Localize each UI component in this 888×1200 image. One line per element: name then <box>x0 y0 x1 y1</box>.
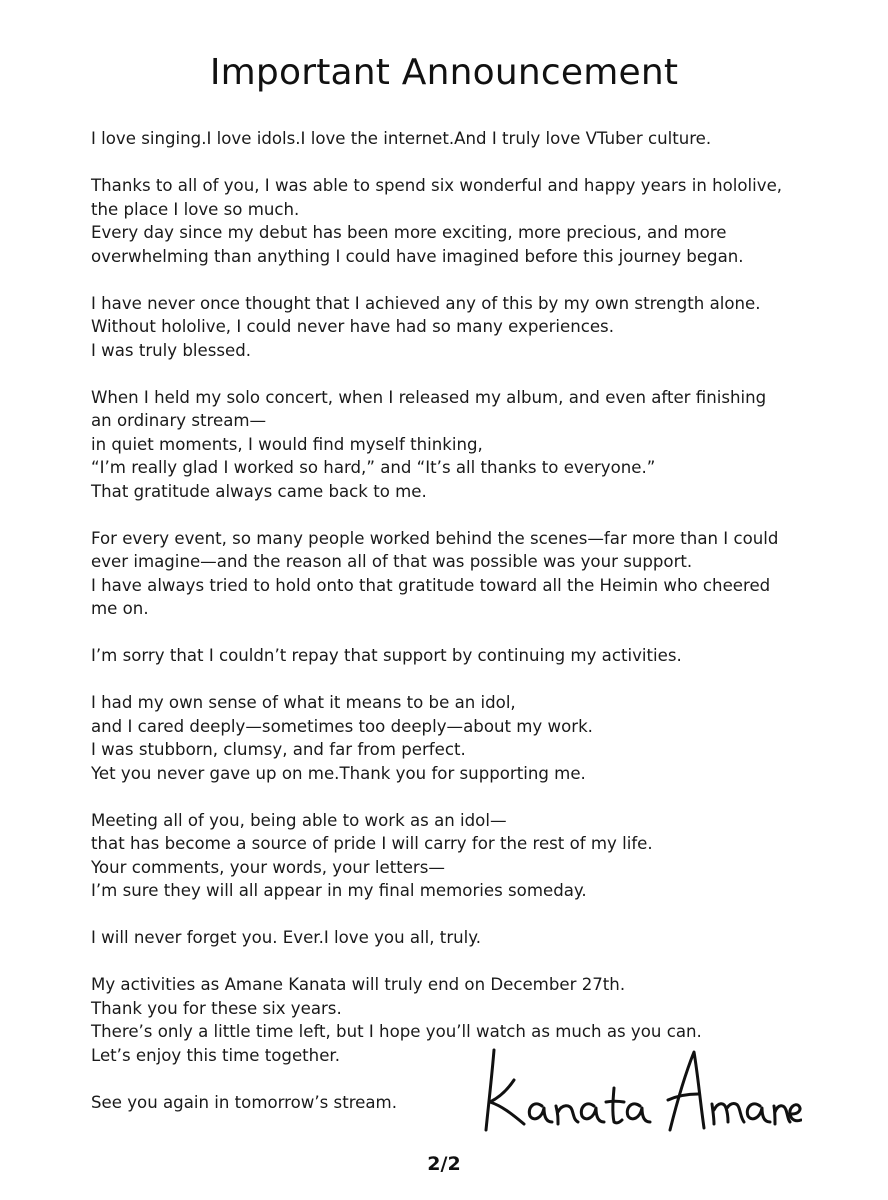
letter-line: That gratitude always came back to me. <box>91 481 427 501</box>
handwritten-signature <box>472 1040 802 1140</box>
letter-line: For every event, so many people worked behind the scenes—far more than I could <box>91 528 779 548</box>
letter-line: When I held my solo concert, when I released my album, and even after finishing <box>91 387 767 407</box>
letter-line: Every day since my debut has been more exciting, more precious, and more <box>91 223 727 242</box>
letter-line: I had my own sense of what it means to be an idol, <box>91 693 516 712</box>
letter-line: Let’s enjoy this time together. <box>91 1045 340 1065</box>
letter-line: overwhelming than anything I could have imagined before this journey began. <box>91 246 744 266</box>
letter-line: My activities as Amane Kanata will truly end on December 27th. <box>91 975 626 994</box>
paragraph-8 <box>91 809 821 903</box>
letter-body <box>91 127 821 1138</box>
letter-line: Your comments, your words, your letters— <box>91 857 445 877</box>
closing-line: See you again in tomorrow’s stream. <box>91 1092 397 1112</box>
letter-line: I have always tried to hold onto that gratitude toward all the Heimin who cheered <box>91 575 771 595</box>
letter-line: There’s only a little time left, but I hope you’ll watch as much as you can. <box>91 1022 702 1041</box>
letter-line: in quiet moments, I would find myself thinking, <box>91 434 483 454</box>
letter-line: an ordinary stream— <box>91 411 267 430</box>
letter-line: Thanks to all of you, I was able to spend six wonderful and happy years in hololive, <box>91 176 783 195</box>
letter-line: I love singing.I love idols.I love the internet.And I truly love VTuber culture. <box>91 129 712 148</box>
letter-line: I have never once thought that I achieved any of this by my own strength alone. <box>91 293 761 313</box>
letter-line: I’m sorry that I couldn’t repay that support by continuing my activities. <box>91 646 682 665</box>
page-number: 2/2 <box>427 1153 461 1175</box>
letter-line: Thank you for these six years. <box>91 998 342 1018</box>
letter-line: Meeting all of you, being able to work as an idol— <box>91 810 507 830</box>
letter-line: I was stubborn, clumsy, and far from perfect. <box>91 740 466 759</box>
paragraph-9 <box>91 926 821 950</box>
letter-line: “I’m really glad I worked so hard,” and “It’s all thanks to everyone.” <box>91 458 656 477</box>
paragraph-6 <box>91 644 821 668</box>
letter-line: I will never forget you. Ever.I love you all, truly. <box>91 928 481 947</box>
letter-line: I was truly blessed. <box>91 340 252 360</box>
page-title: Important Announcement <box>209 52 679 93</box>
paragraph-5 <box>91 527 821 621</box>
letter-line: me on. <box>91 599 149 618</box>
letter-line: Without hololive, I could never have had so many experiences. <box>91 317 614 336</box>
letter-line: and I cared deeply—sometimes too deeply—about my work. <box>91 716 593 736</box>
letter-line: I’m sure they will all appear in my final memories someday. <box>91 881 587 900</box>
paragraph-1 <box>91 127 821 151</box>
letter-line: that has become a source of pride I will carry for the rest of my life. <box>91 834 653 853</box>
letter-line: the place I love so much. <box>91 199 300 219</box>
letter-line: ever imagine—and the reason all of that was possible was your support. <box>91 552 693 571</box>
letter-line: Yet you never gave up on me.Thank you for supporting me. <box>91 763 586 783</box>
paragraph-7 <box>91 691 821 785</box>
paragraph-3 <box>91 292 821 363</box>
paragraph-4 <box>91 386 821 504</box>
paragraph-2 <box>91 174 821 268</box>
